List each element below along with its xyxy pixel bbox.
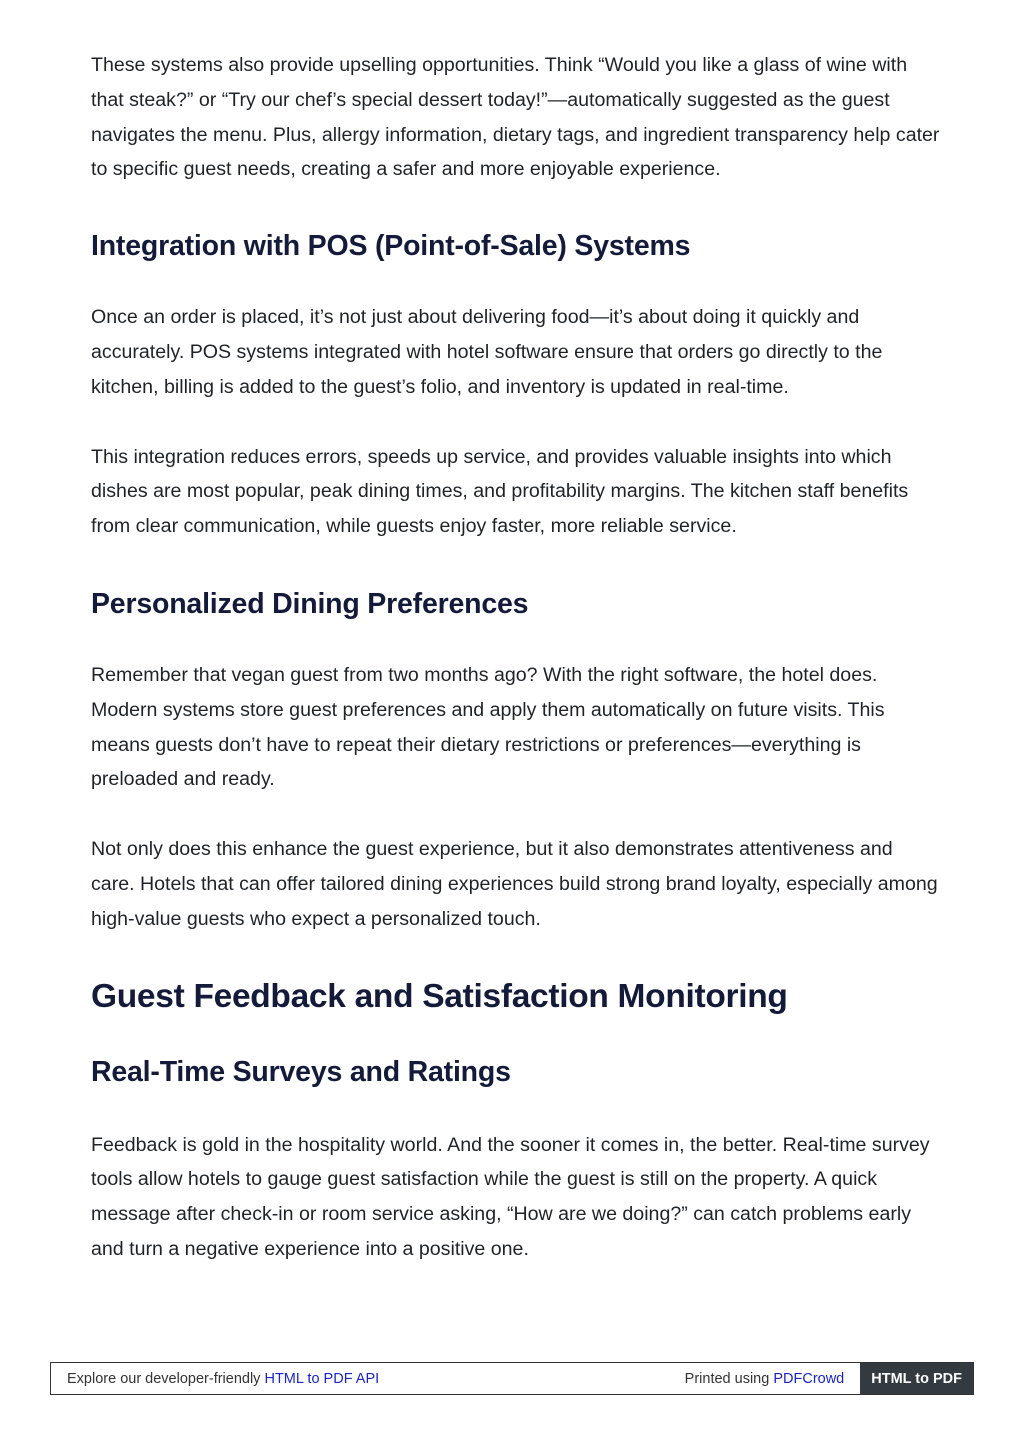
paragraph-feedback-surveys: Feedback is gold in the hospitality world. And the sooner it comes in, the better. Real-time survey tools allow hotels to gauge guest satisfaction while the guest is still on the property. A quick message after check-in or room service asking, “How are we doing?” can catch problems early and turn a negative experience into a positive one. [91, 1133, 930, 1260]
heading-guest-feedback: Guest Feedback and Satisfaction Monitoring [91, 977, 788, 1015]
heading-dining-preferences: Personalized Dining Preferences [91, 587, 529, 620]
article-content [91, 48, 941, 1267]
footer-printed-text: Printed using [684, 1370, 774, 1387]
pdfcrowd-link[interactable]: PDFCrowd [773, 1370, 845, 1387]
heading-realtime-surveys: Real-Time Surveys and Ratings [91, 1055, 511, 1088]
paragraph-preferences-loyalty: Not only does this enhance the guest experience, but it also demonstrates attentiveness and care. Hotels that can offer tailored dining experiences build strong brand loyalty, especially among high-value guests who expect a personalized touch. [91, 838, 938, 930]
html-to-pdf-api-link[interactable]: HTML to PDF API [264, 1370, 380, 1387]
pdfcrowd-footer-bar [50, 1362, 974, 1395]
heading-pos-integration: Integration with POS (Point-of-Sale) Systems [91, 230, 691, 263]
paragraph-pos-orders: Once an order is placed, it’s not just about delivering food—it’s about doing it quickly and accurately. POS systems integrated with hotel software ensure that orders go directly to the kitchen, billing is added to the guest’s folio, and inventory is updated in real-time. [91, 306, 883, 398]
paragraph-upselling: These systems also provide upselling opportunities. Think “Would you like a glass of wine with that steak?” or “Try our chef’s special dessert today!”—automatically suggested as the guest navigates the menu. Plus, allergy information, dietary tags, and ingredient transparency help cater to specific guest needs, creating a safer and more enjoyable experience. [91, 54, 940, 181]
paragraph-pos-insights: This integration reduces errors, speeds up service, and provides valuable insights into which dishes are most popular, peak dining times, and profitability margins. The kitchen staff benefits from clear communication, while guests enjoy faster, more reliable service. [91, 445, 909, 538]
footer-explore-text: Explore our developer-friendly [67, 1370, 265, 1387]
html-to-pdf-button[interactable]: HTML to PDF [860, 1363, 973, 1394]
paragraph-preferences-storage: Remember that vegan guest from two months ago? With the right software, the hotel does. Modern systems store guest preferences and apply them automatically on future visits. This means guests don’t have to repeat their dietary restrictions or preferences—everything is preloaded and ready. [91, 663, 885, 791]
footer-explore [51, 1371, 379, 1387]
footer-printed [685, 1371, 861, 1387]
